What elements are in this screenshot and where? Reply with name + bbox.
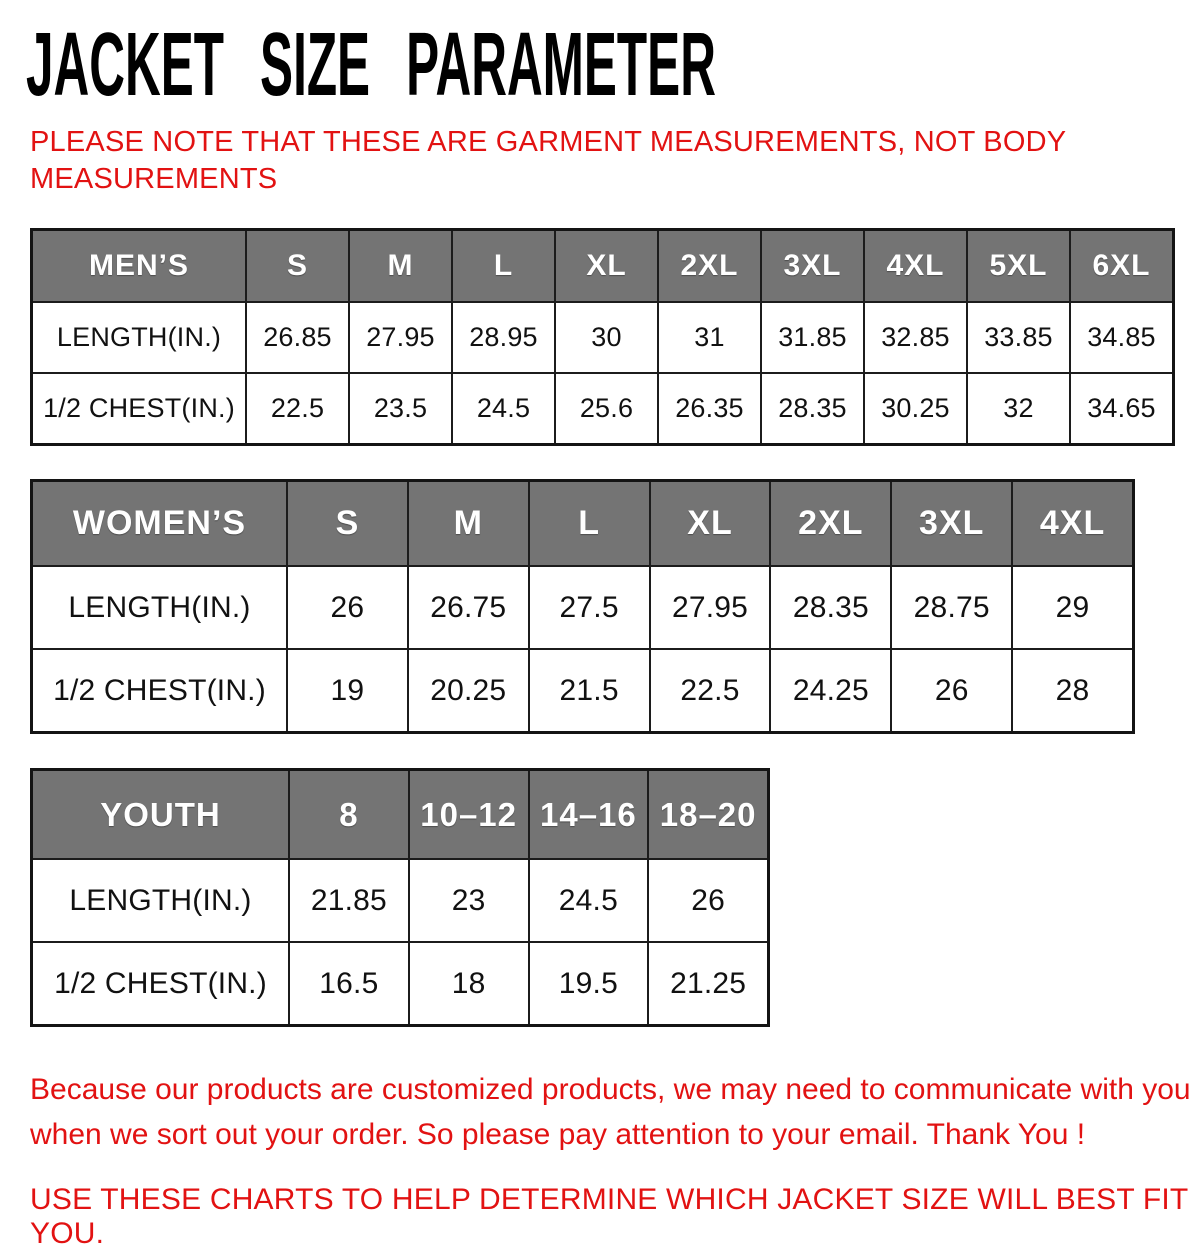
size-column-header: 2XL: [769, 482, 890, 565]
value-cell: 32.85: [863, 303, 966, 372]
value-cell: 20.25: [407, 650, 528, 731]
value-cell: 30: [554, 303, 657, 372]
customization-notice-line: when we sort out your order. So please pay attention to your email. Thank You !: [30, 1118, 1086, 1152]
youth-length-row: [33, 858, 767, 941]
value-cell: 31: [657, 303, 760, 372]
mens-header-row: [33, 231, 1172, 301]
row-label-cell: 1/2 CHEST(IN.): [53, 673, 266, 707]
mens-size-table: [30, 228, 1175, 446]
value-cell: 27.95: [649, 567, 770, 648]
value-cell: 24.5: [451, 374, 554, 443]
customization-notice: [30, 1067, 1200, 1157]
value-cell: 18: [408, 943, 528, 1024]
value-cell: 27.95: [348, 303, 451, 372]
value-cell: 19: [286, 650, 407, 731]
size-column-header: 4XL: [863, 231, 966, 301]
size-column-header: 8: [288, 771, 408, 858]
value-cell: 24.25: [769, 650, 890, 731]
value-cell: 22.5: [649, 650, 770, 731]
size-column-header: S: [286, 482, 407, 565]
value-cell: 27.5: [528, 567, 649, 648]
youth-size-table: [30, 768, 770, 1027]
value-cell: 34.85: [1069, 303, 1172, 372]
size-column-header: L: [451, 231, 554, 301]
row-label-cell: LENGTH(IN.): [56, 322, 222, 353]
size-column-header: L: [528, 482, 649, 565]
value-cell: 29: [1011, 567, 1132, 648]
size-column-header: 10–12: [408, 771, 528, 858]
mens-length-row: [33, 301, 1172, 372]
size-column-header: 5XL: [966, 231, 1069, 301]
size-column-header: 18–20: [647, 771, 767, 858]
value-cell: 19.5: [528, 943, 648, 1024]
value-cell: 23: [408, 860, 528, 941]
size-column-header: 6XL: [1069, 231, 1172, 301]
value-cell: 26: [286, 567, 407, 648]
womens-chest-row: [33, 648, 1132, 731]
row-label-cell: LENGTH(IN.): [69, 883, 252, 917]
customization-notice-line: Because our products are customized products, we may need to communicate with you: [30, 1073, 1191, 1107]
womens-size-table: [30, 479, 1135, 734]
value-cell: 24.5: [528, 860, 648, 941]
youth-header-row: [33, 771, 767, 858]
mens-chest-row: [33, 372, 1172, 443]
value-cell: 22.5: [245, 374, 348, 443]
value-cell: 33.85: [966, 303, 1069, 372]
size-column-header: 4XL: [1011, 482, 1132, 565]
size-column-header: 14–16: [528, 771, 648, 858]
size-column-header: S: [245, 231, 348, 301]
size-column-header: XL: [554, 231, 657, 301]
page-title: JACKET SIZE PARAMETER: [26, 15, 716, 115]
garment-measurement-note: [30, 124, 1200, 198]
womens-header-row: [33, 482, 1132, 565]
value-cell: 28: [1011, 650, 1132, 731]
note-line: MEASUREMENTS: [30, 163, 278, 196]
value-cell: 28.75: [890, 567, 1011, 648]
value-cell: 28.35: [769, 567, 890, 648]
value-cell: 26.75: [407, 567, 528, 648]
value-cell: 34.65: [1069, 374, 1172, 443]
size-chart-page: [0, 15, 1200, 1251]
value-cell: 23.5: [348, 374, 451, 443]
size-column-header: 3XL: [760, 231, 863, 301]
value-cell: 21.5: [528, 650, 649, 731]
value-cell: 30.25: [863, 374, 966, 443]
size-column-header: M: [348, 231, 451, 301]
value-cell: 32: [966, 374, 1069, 443]
value-cell: 26: [890, 650, 1011, 731]
size-column-header: M: [407, 482, 528, 565]
chart-usage-advice: USE THESE CHARTS TO HELP DETERMINE WHICH JACKET SIZE WILL BEST FIT YOU.: [30, 1183, 1188, 1251]
youth-chest-row: [33, 941, 767, 1024]
table-title-cell: MEN’S: [33, 231, 245, 301]
table-title-cell: YOUTH: [33, 771, 288, 858]
value-cell: 26: [647, 860, 767, 941]
value-cell: 26.35: [657, 374, 760, 443]
size-column-header: 2XL: [657, 231, 760, 301]
note-line: PLEASE NOTE THAT THESE ARE GARMENT MEASUREMENTS, NOT BODY: [30, 126, 1067, 158]
value-cell: 28.95: [451, 303, 554, 372]
value-cell: 25.6: [554, 374, 657, 443]
value-cell: 21.85: [288, 860, 408, 941]
value-cell: 31.85: [760, 303, 863, 372]
row-label-cell: 1/2 CHEST(IN.): [43, 393, 235, 424]
value-cell: 16.5: [288, 943, 408, 1024]
womens-length-row: [33, 565, 1132, 648]
size-column-header: XL: [649, 482, 770, 565]
row-label-cell: LENGTH(IN.): [68, 590, 251, 624]
row-label-cell: 1/2 CHEST(IN.): [54, 966, 267, 1000]
value-cell: 26.85: [245, 303, 348, 372]
table-title-cell: WOMEN’S: [33, 482, 286, 565]
size-column-header: 3XL: [890, 482, 1011, 565]
value-cell: 21.25: [647, 943, 767, 1024]
value-cell: 28.35: [760, 374, 863, 443]
